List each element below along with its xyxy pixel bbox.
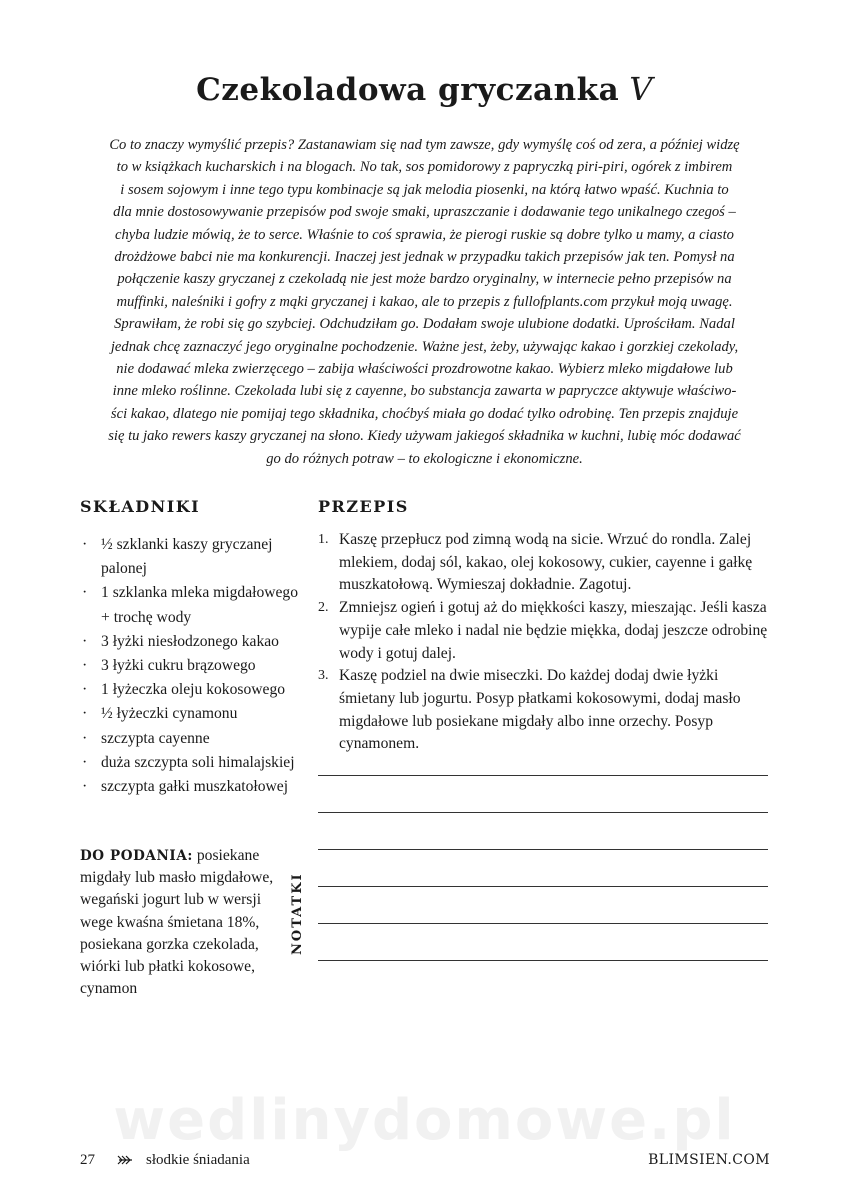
- step-number: 1.: [318, 532, 329, 547]
- recipe-heading: PRZEPIS: [318, 497, 409, 516]
- intro-paragraph: Co to znaczy wymyślić przepis? Zastanawiam się nad tym zawsze, gdy wymyślę coś od zera, a później widzę to w książkach kucharskich i na blogach. No tak, sos pomidorowy z papryczką piri-piri, ogórek z imbirem i sosem sojowym i inne tego typu kombinacje są jak melodia piosenki, na którą łatwo wpaść. Kuchnia to dla mnie dostosowywanie przepisów pod swoje smaki, upraszczanie i dodawanie tego unikalnego czegoś – chyba ludzie mówią, że to serce. Właśnie to coś sprawia, że pierogi ruskie są dobre tylko u mamy, a ciasto drożdżowe babci nie ma konkurencji. Inaczej jest jednak w przypadku takich przepisów jak ten. Pomysł na połączenie kaszy gryczanej z czekoladą nie jest może bardzo oryginalny, w internecie pełno przepisów na muffinki, naleśniki i gofry z mąki gryczanej i kakao, ale to przepis z fullofplants.com przykuł moją uwagę. Sprawiłam, że robi się go szybciej. Odchudziłam go. Dodałam swoje ulubione dodatki. Uprościłam. Nadal jednak chcę zaznaczyć jego oryginalne pochodzenie. Ważne jest, żeby, używając kakao i gorzkiej czekolady, nie dodawać mleka zwierzęcego – zabija właściwości prozdrowotne kakao. Wybierz mleko migdałowe lub inne mleko roślinne. Czekolada lubi się z cayenne, bo substancja zawarta w papryczce aktywuje właściwo- ści kakao, dlatego nie pomijaj tego składnika, choćbyś miała go dodać tylko odrobinę. Ten przepis znajduje się tu jako rewers kaszy gryczanej na słono. Kiedy używam jakiegoś składnika w kuchni, lubię móc dodawać go do różnych potraw – to ekologiczne i ekonomiczne.: [108, 137, 741, 467]
- ingredient-item: · ½ szklanki kaszy gryczanej palonej: [80, 533, 300, 581]
- notes-label: NOTATKI: [290, 872, 305, 955]
- ingredient-item: · 1 szklanka mleka migdałowego + trochę wody: [80, 581, 300, 629]
- note-line: [318, 812, 768, 813]
- serving-suggestion: [80, 845, 280, 1000]
- ingredients-list: [80, 533, 300, 799]
- step-text: Kaszę przepłucz pod zimną wodą na sicie. Wrzuć do rondla. Zalej mlekiem, dodaj sól, kakao, olej kokosowy, cukier, cayenne i gałkę muszkatołową. Wymieszaj dokładnie. Zagotuj.: [339, 531, 753, 594]
- recipe-step: [318, 665, 770, 756]
- section-name: słodkie śniadania: [146, 1152, 250, 1168]
- intro-text: [90, 134, 759, 470]
- serving-text: posiekane migdały lub masło migdałowe, wegański jogurt lub w wersji wege kwaśna śmietana 18%, posiekana gorzka czekolada, wiórki lub płatki kokosowe, cynamon: [80, 847, 274, 998]
- ingredient-item: · 3 łyżki niesłodzonego kakao: [80, 630, 300, 654]
- serving-label: DO PODANIA:: [80, 848, 193, 864]
- step-text: Kaszę podziel na dwie miseczki. Do każdej dodaj dwie łyżki śmietany lub jogurtu. Posyp płatkami kokosowymi, dodaj masło migdałowe lub posiekane migdały albo inne orzechy. Posyp cynamonem.: [339, 667, 741, 753]
- step-number: 2.: [318, 600, 329, 616]
- note-line: [318, 775, 768, 776]
- ingredient-item: · szczypta gałki muszkatołowej: [80, 775, 300, 799]
- recipe-step: [318, 529, 770, 597]
- ingredient-item: · 1 łyżeczka oleju kokosowego: [80, 678, 300, 702]
- watermark: wedlinydomowe.pl: [113, 1088, 736, 1153]
- recipe-step: [318, 597, 770, 665]
- step-text: Zmniejsz ogień i gotuj aż do miękkości kaszy, mieszając. Jeśli kasza wypije całe mleko i nadal nie będzie miękka, dodaj jeszcze odrobinę wody i gotuj dalej.: [339, 599, 768, 662]
- note-line: [318, 960, 768, 961]
- note-line: [318, 849, 768, 850]
- ingredient-item: · szczypta cayenne: [80, 727, 300, 751]
- ingredient-item: · 3 łyżki cukru brązowego: [80, 654, 300, 678]
- note-line: [318, 886, 768, 887]
- ingredient-item: · ½ łyżeczki cynamonu: [80, 702, 300, 726]
- page-title: [0, 70, 849, 108]
- ingredient-item: · duża szczypta soli himalajskiej: [80, 751, 300, 775]
- title-text: Czekoladowa gryczanka: [196, 72, 620, 108]
- ingredients-heading: SKŁADNIKI: [80, 497, 201, 516]
- vegan-icon: V: [629, 70, 653, 108]
- recipe-steps: [318, 529, 770, 756]
- site-url: BLIMSIEN.COM: [648, 1152, 770, 1168]
- step-number: 3.: [318, 668, 329, 684]
- page-number: 27: [80, 1152, 95, 1168]
- note-line: [318, 923, 768, 924]
- sprig-icon: [116, 1151, 134, 1169]
